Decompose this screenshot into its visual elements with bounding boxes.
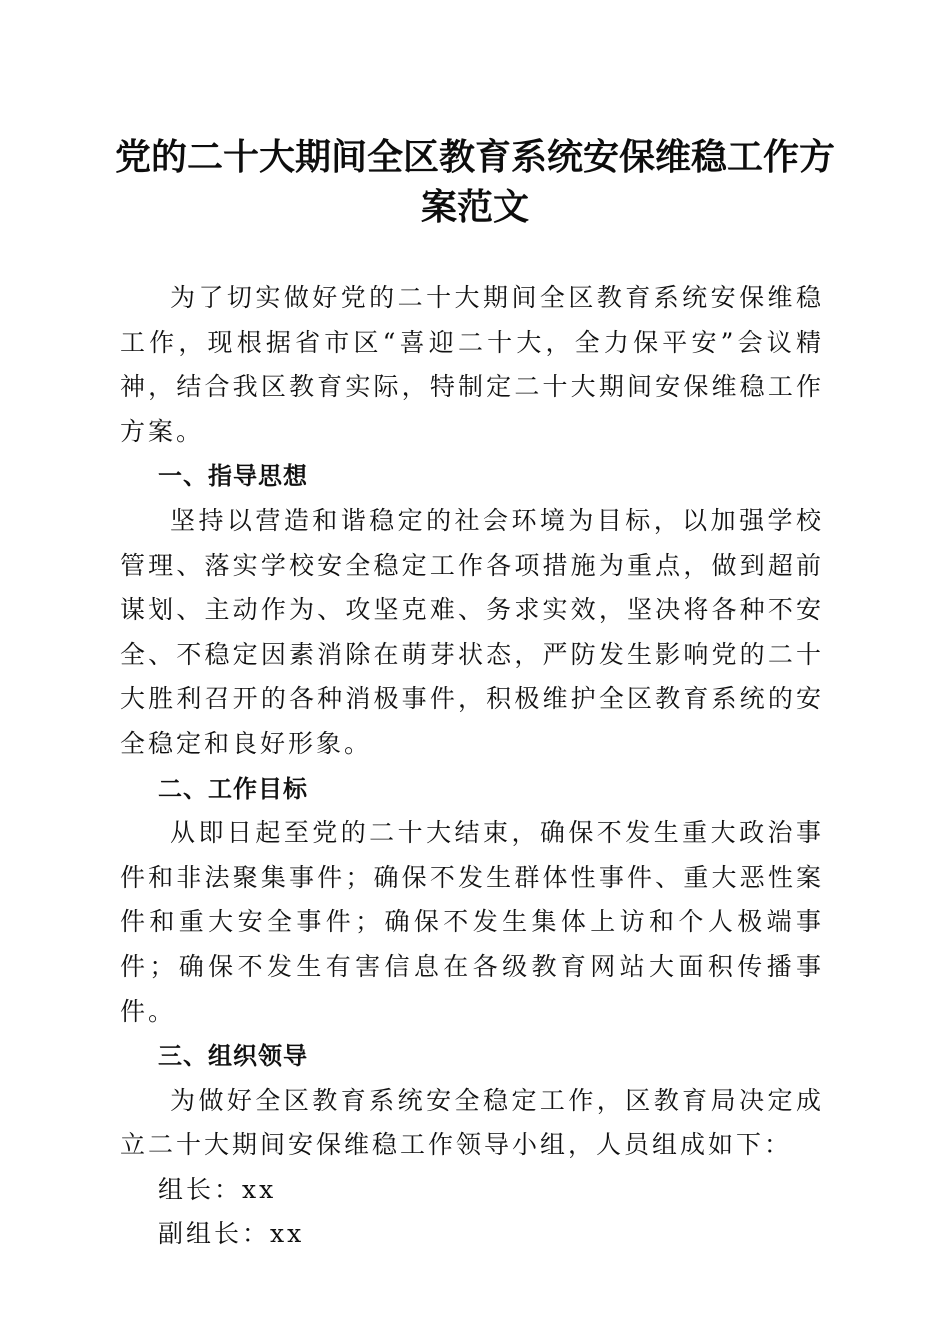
section-paragraph-work-goals: 从即日起至党的二十大结束，确保不发生重大政治事件和非法聚集事件；确保不发生群体性事件、重大恶性案件和重大安全事件；确保不发生集体上访和个人极端事件；确保不发生有害信息在各级教育网站大面积传播事件。 (120, 818, 824, 1026)
document-body (120, 276, 824, 1257)
document-title: 党的二十大期间全区教育系统安保维稳工作方案范文 (114, 137, 835, 228)
section-paragraph-guiding-ideology: 坚持以营造和谐稳定的社会环境为目标，以加强学校管理、落实学校安全稳定工作各项措施为重点，做到超前谋划、主动作为、攻坚克难、务求实效，坚决将各种不安全、不稳定因素消除在萌芽状态，严防发生影响党的二十大胜利召开的各种消极事件，积极维护全区教育系统的安全稳定和良好形象。 (120, 505, 824, 758)
section-paragraph-organization: 为做好全区教育系统安全稳定工作，区教育局决定成立二十大期间安保维稳工作领导小组，人员组成如下： (120, 1085, 824, 1160)
section-heading-work-goals: 二、工作目标 (158, 774, 308, 803)
intro-paragraph: 为了切实做好党的二十大期间全区教育系统安保维稳工作，现根据省市区“喜迎二十大，全力保平安”会议精神，结合我区教育实际，特制定二十大期间安保维稳工作方案。 (120, 283, 824, 446)
section-heading-guiding-ideology: 一、指导思想 (158, 462, 308, 491)
section-heading-organization: 三、组织领导 (158, 1042, 308, 1071)
member-line-deputy-leader: 副组长：xx (158, 1219, 305, 1249)
member-line-leader: 组长：xx (158, 1174, 277, 1204)
